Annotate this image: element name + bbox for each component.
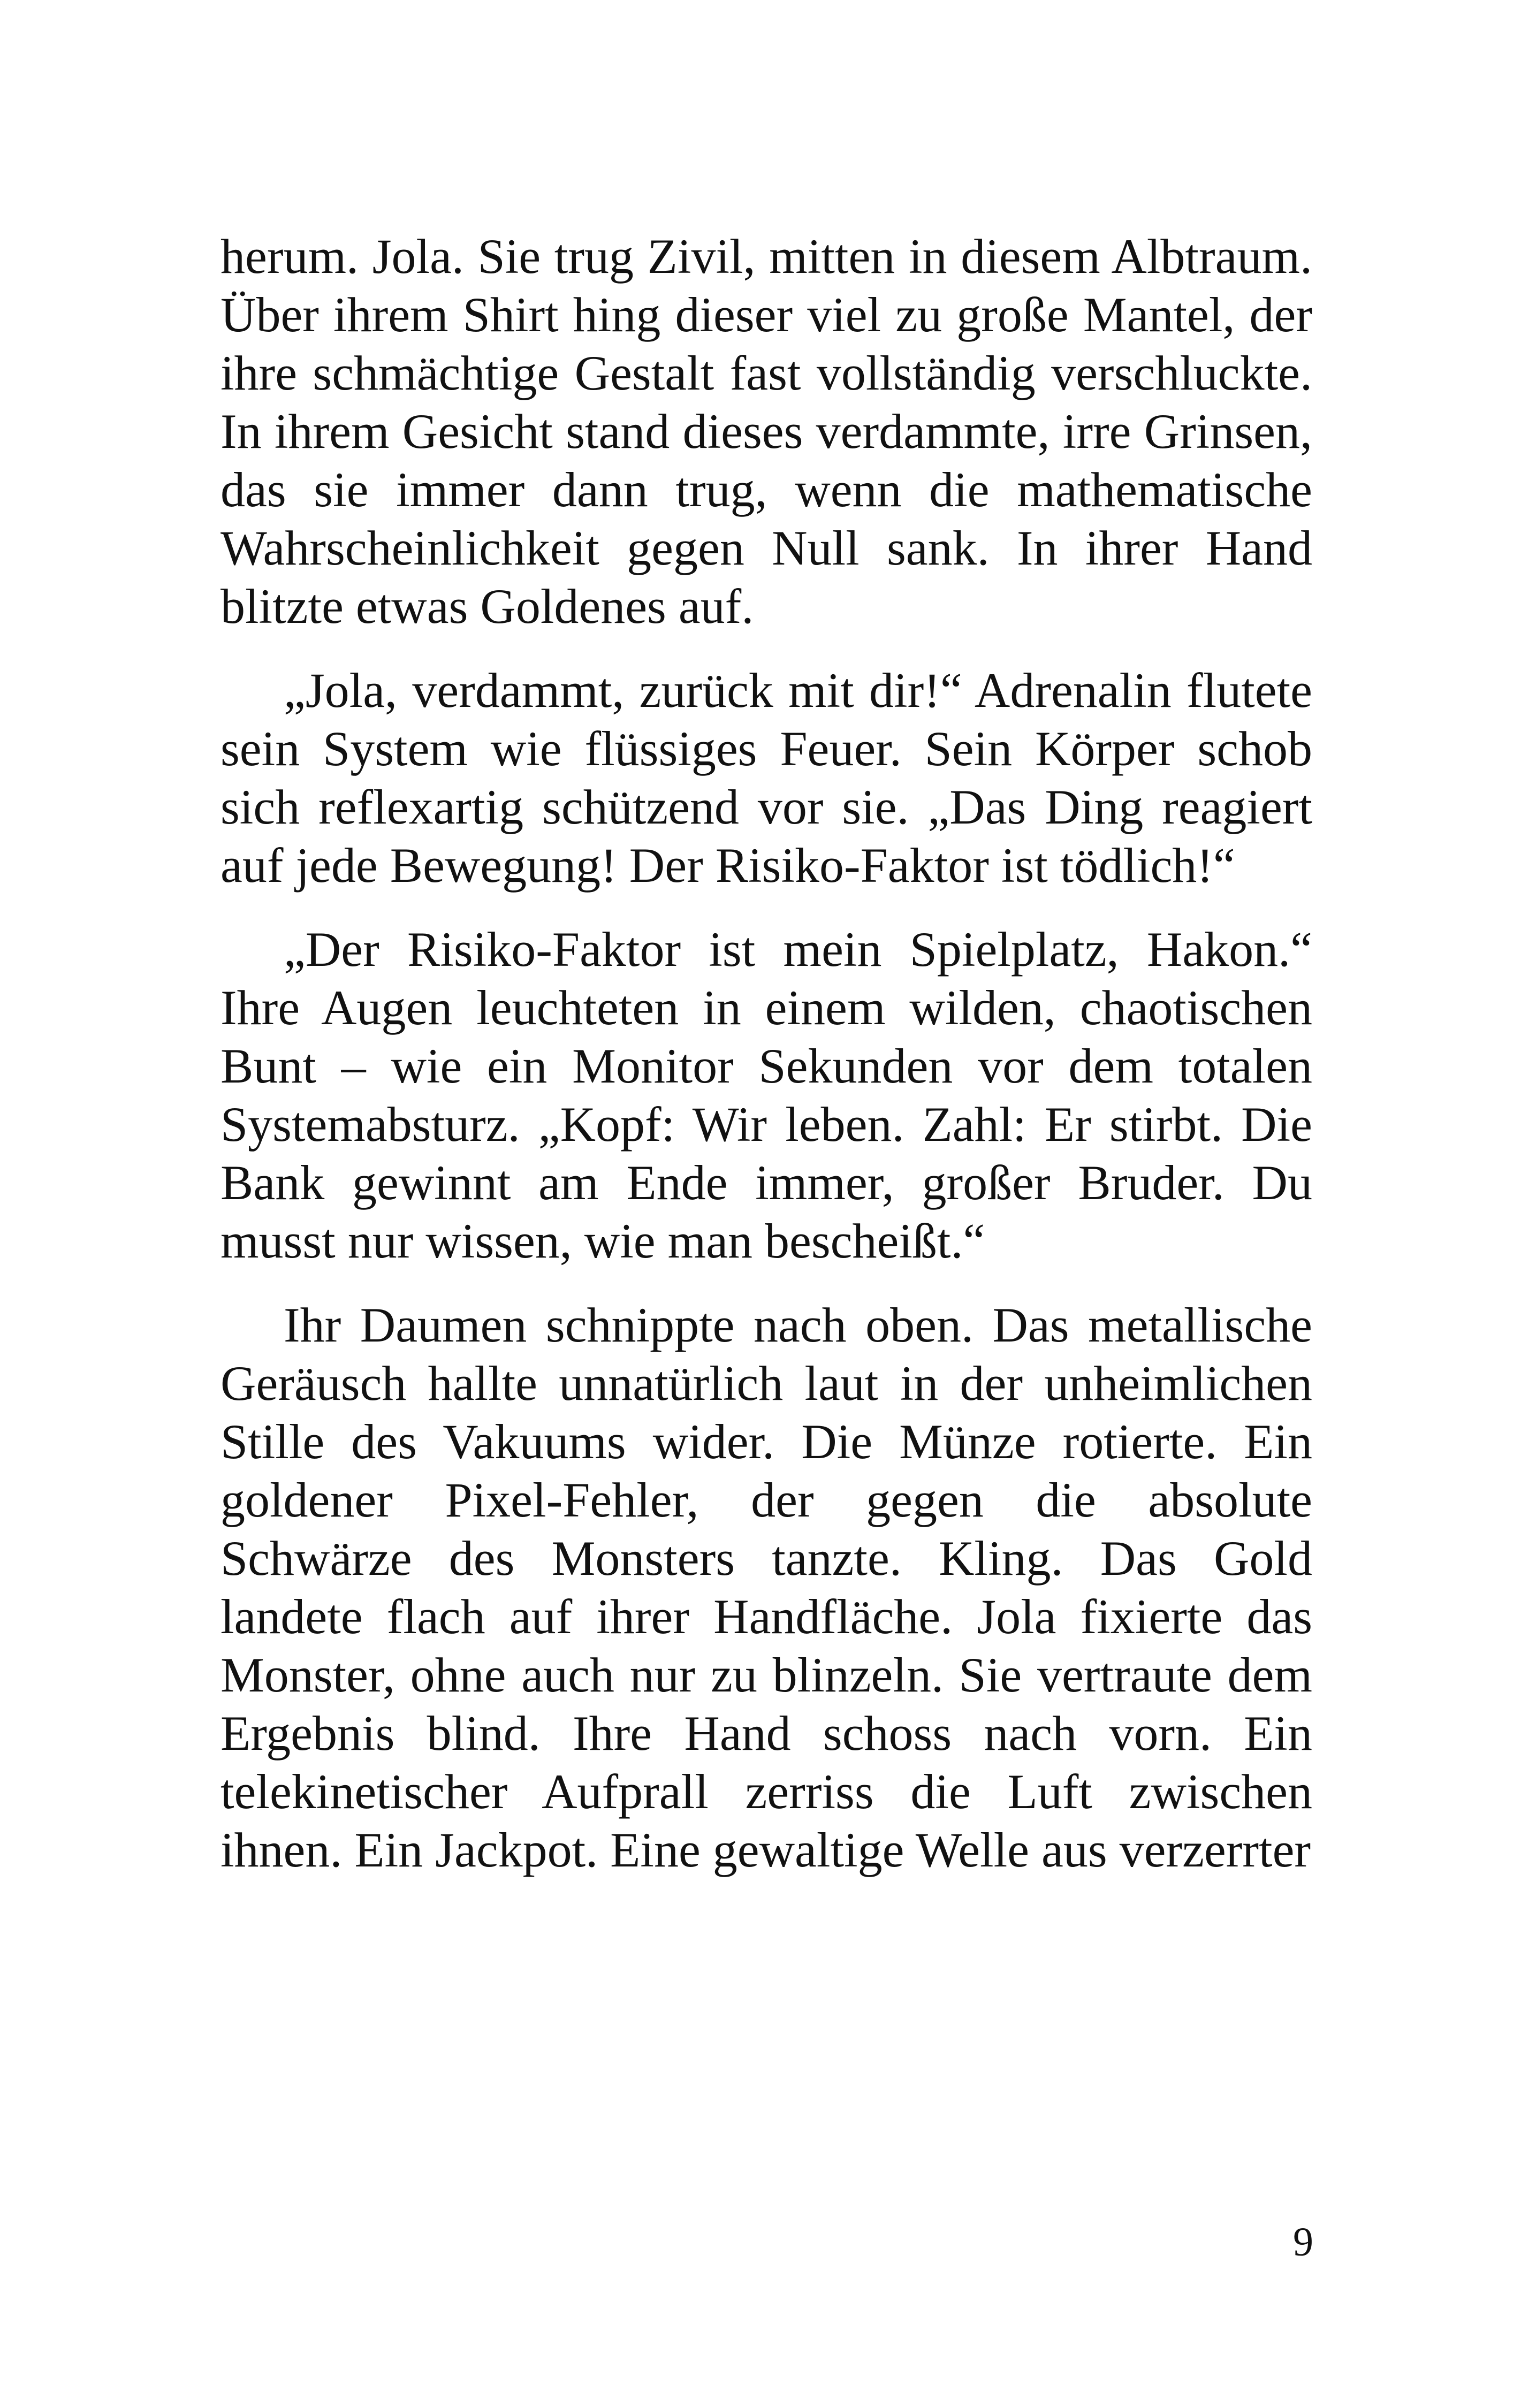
paragraph-3: „Der Risiko-Faktor ist mein Spielplatz, Hakon.“ Ihre Augen leuchteten in einem wilden, chaotischen Bunt – wie ein Monitor Sekunden vor dem totalen Systemabsturz. „Kopf: Wir leben. Zahl: Er stirbt. Die Bank gewinnt am Ende immer, großer Bruder. Du musst nur wissen, wie man bescheißt.“ (220, 922, 1312, 1268)
paragraph-1: herum. Jola. Sie trug Zivil, mitten in diesem Albtraum. Über ihrem Shirt hing dieser viel zu große Mantel, der ihre schmächtige Gestalt fast vollständig verschluckte. In ihrem Gesicht stand dieses verdammte, irre Grinsen, das sie immer dann trug, wenn die mathematische Wahrscheinlichkeit gegen Null sank. In ihrer Hand blitzte etwas Goldenes auf. (220, 229, 1312, 634)
paragraph-4: Ihr Daumen schnippte nach oben. Das metallische Geräusch hallte unnatürlich laut in der unheimlichen Stille des Vakuums wider. Die Münze rotierte. Ein goldener Pixel-Fehler, der gegen die absolute Schwärze des Monsters tanzte. Kling. Das Gold landete flach auf ihrer Handfläche. Jola fixierte das Monster, ohne auch nur zu blinzeln. Sie vertraute dem Ergebnis blind. Ihre Hand schoss nach vorn. Ein telekinetischer Aufprall zerriss die Luft zwischen ihnen. Ein Jackpot. Eine gewaltige Welle aus verzerrter (220, 1298, 1312, 1877)
page-number: 9 (1293, 2220, 1313, 2265)
body-text (220, 227, 1312, 1879)
paragraph-2: „Jola, verdammt, zurück mit dir!“ Adrenalin flutete sein System wie flüssiges Feuer. Sein Körper schob sich reflexartig schützend vor sie. „Das Ding reagiert auf jede Bewegung! Der Risiko-Faktor ist tödlich!“ (220, 663, 1312, 893)
